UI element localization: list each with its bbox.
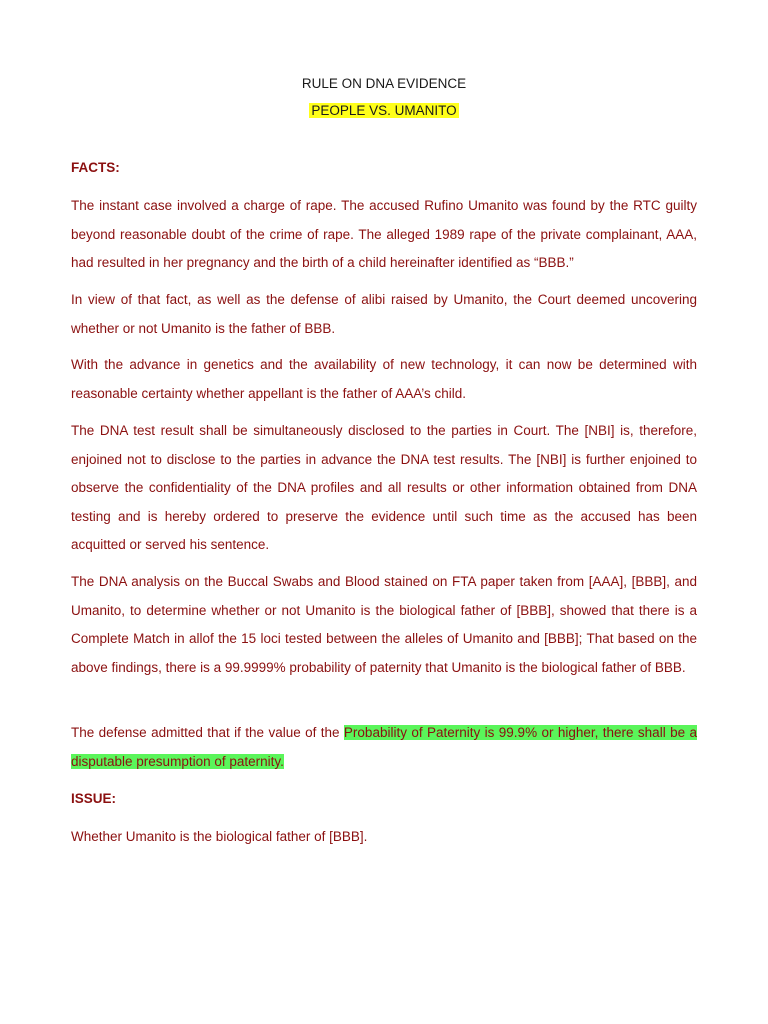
facts-paragraph-6 <box>71 719 697 776</box>
issue-heading: ISSUE: <box>71 791 117 806</box>
facts-heading: FACTS: <box>71 160 120 175</box>
facts-paragraph-2: In view of that fact, as well as the defense of alibi raised by Umanito, the Court deemed uncovering whether or not Umanito is the father of BBB. <box>71 292 697 336</box>
facts-paragraph-1: The instant case involved a charge of rape. The accused Rufino Umanito was found by the RTC guilty beyond reasonable doubt of the crime of rape. The alleged 1989 rape of the private complainant, AAA, had resulted in her pregnancy and the birth of a child hereinafter identified as “BBB.” <box>71 198 697 270</box>
paternity-highlight: Probability of Paternity is 99.9% or higher, there shall be a disputable presumption of paternity. <box>71 725 697 769</box>
document-title: RULE ON DNA EVIDENCE <box>301 76 467 91</box>
paragraph-6-plain-text: The defense admitted that if the value of the <box>71 725 344 740</box>
facts-paragraph-5: The DNA analysis on the Buccal Swabs and Blood stained on FTA paper taken from [AAA], [BBB], and Umanito, to determine whether or not Umanito is the biological father of [BBB], showed that there is a Complete Match in allof the 15 loci tested between the alleles of Umanito and [BBB]; That based on the above findings, there is a 99.9999% probability of paternity that Umanito is the biological father of BBB. <box>71 574 697 675</box>
facts-paragraph-3: With the advance in genetics and the availability of new technology, it can now be determined with reasonable certainty whether appellant is the father of AAA’s child. <box>71 357 697 401</box>
facts-paragraph-4: The DNA test result shall be simultaneously disclosed to the parties in Court. The [NBI] is, therefore, enjoined not to disclose to the parties in advance the DNA test results. The [NBI] is further enjoined to observe the confidentiality of the DNA profiles and all results or other information obtained from DNA testing and is hereby ordered to preserve the evidence until such time as the accused has been acquitted or served his sentence. <box>71 423 697 552</box>
case-name <box>0 102 768 120</box>
case-name-highlight: PEOPLE VS. UMANITO <box>311 103 457 118</box>
issue-text: Whether Umanito is the biological father of [BBB]. <box>71 829 368 844</box>
